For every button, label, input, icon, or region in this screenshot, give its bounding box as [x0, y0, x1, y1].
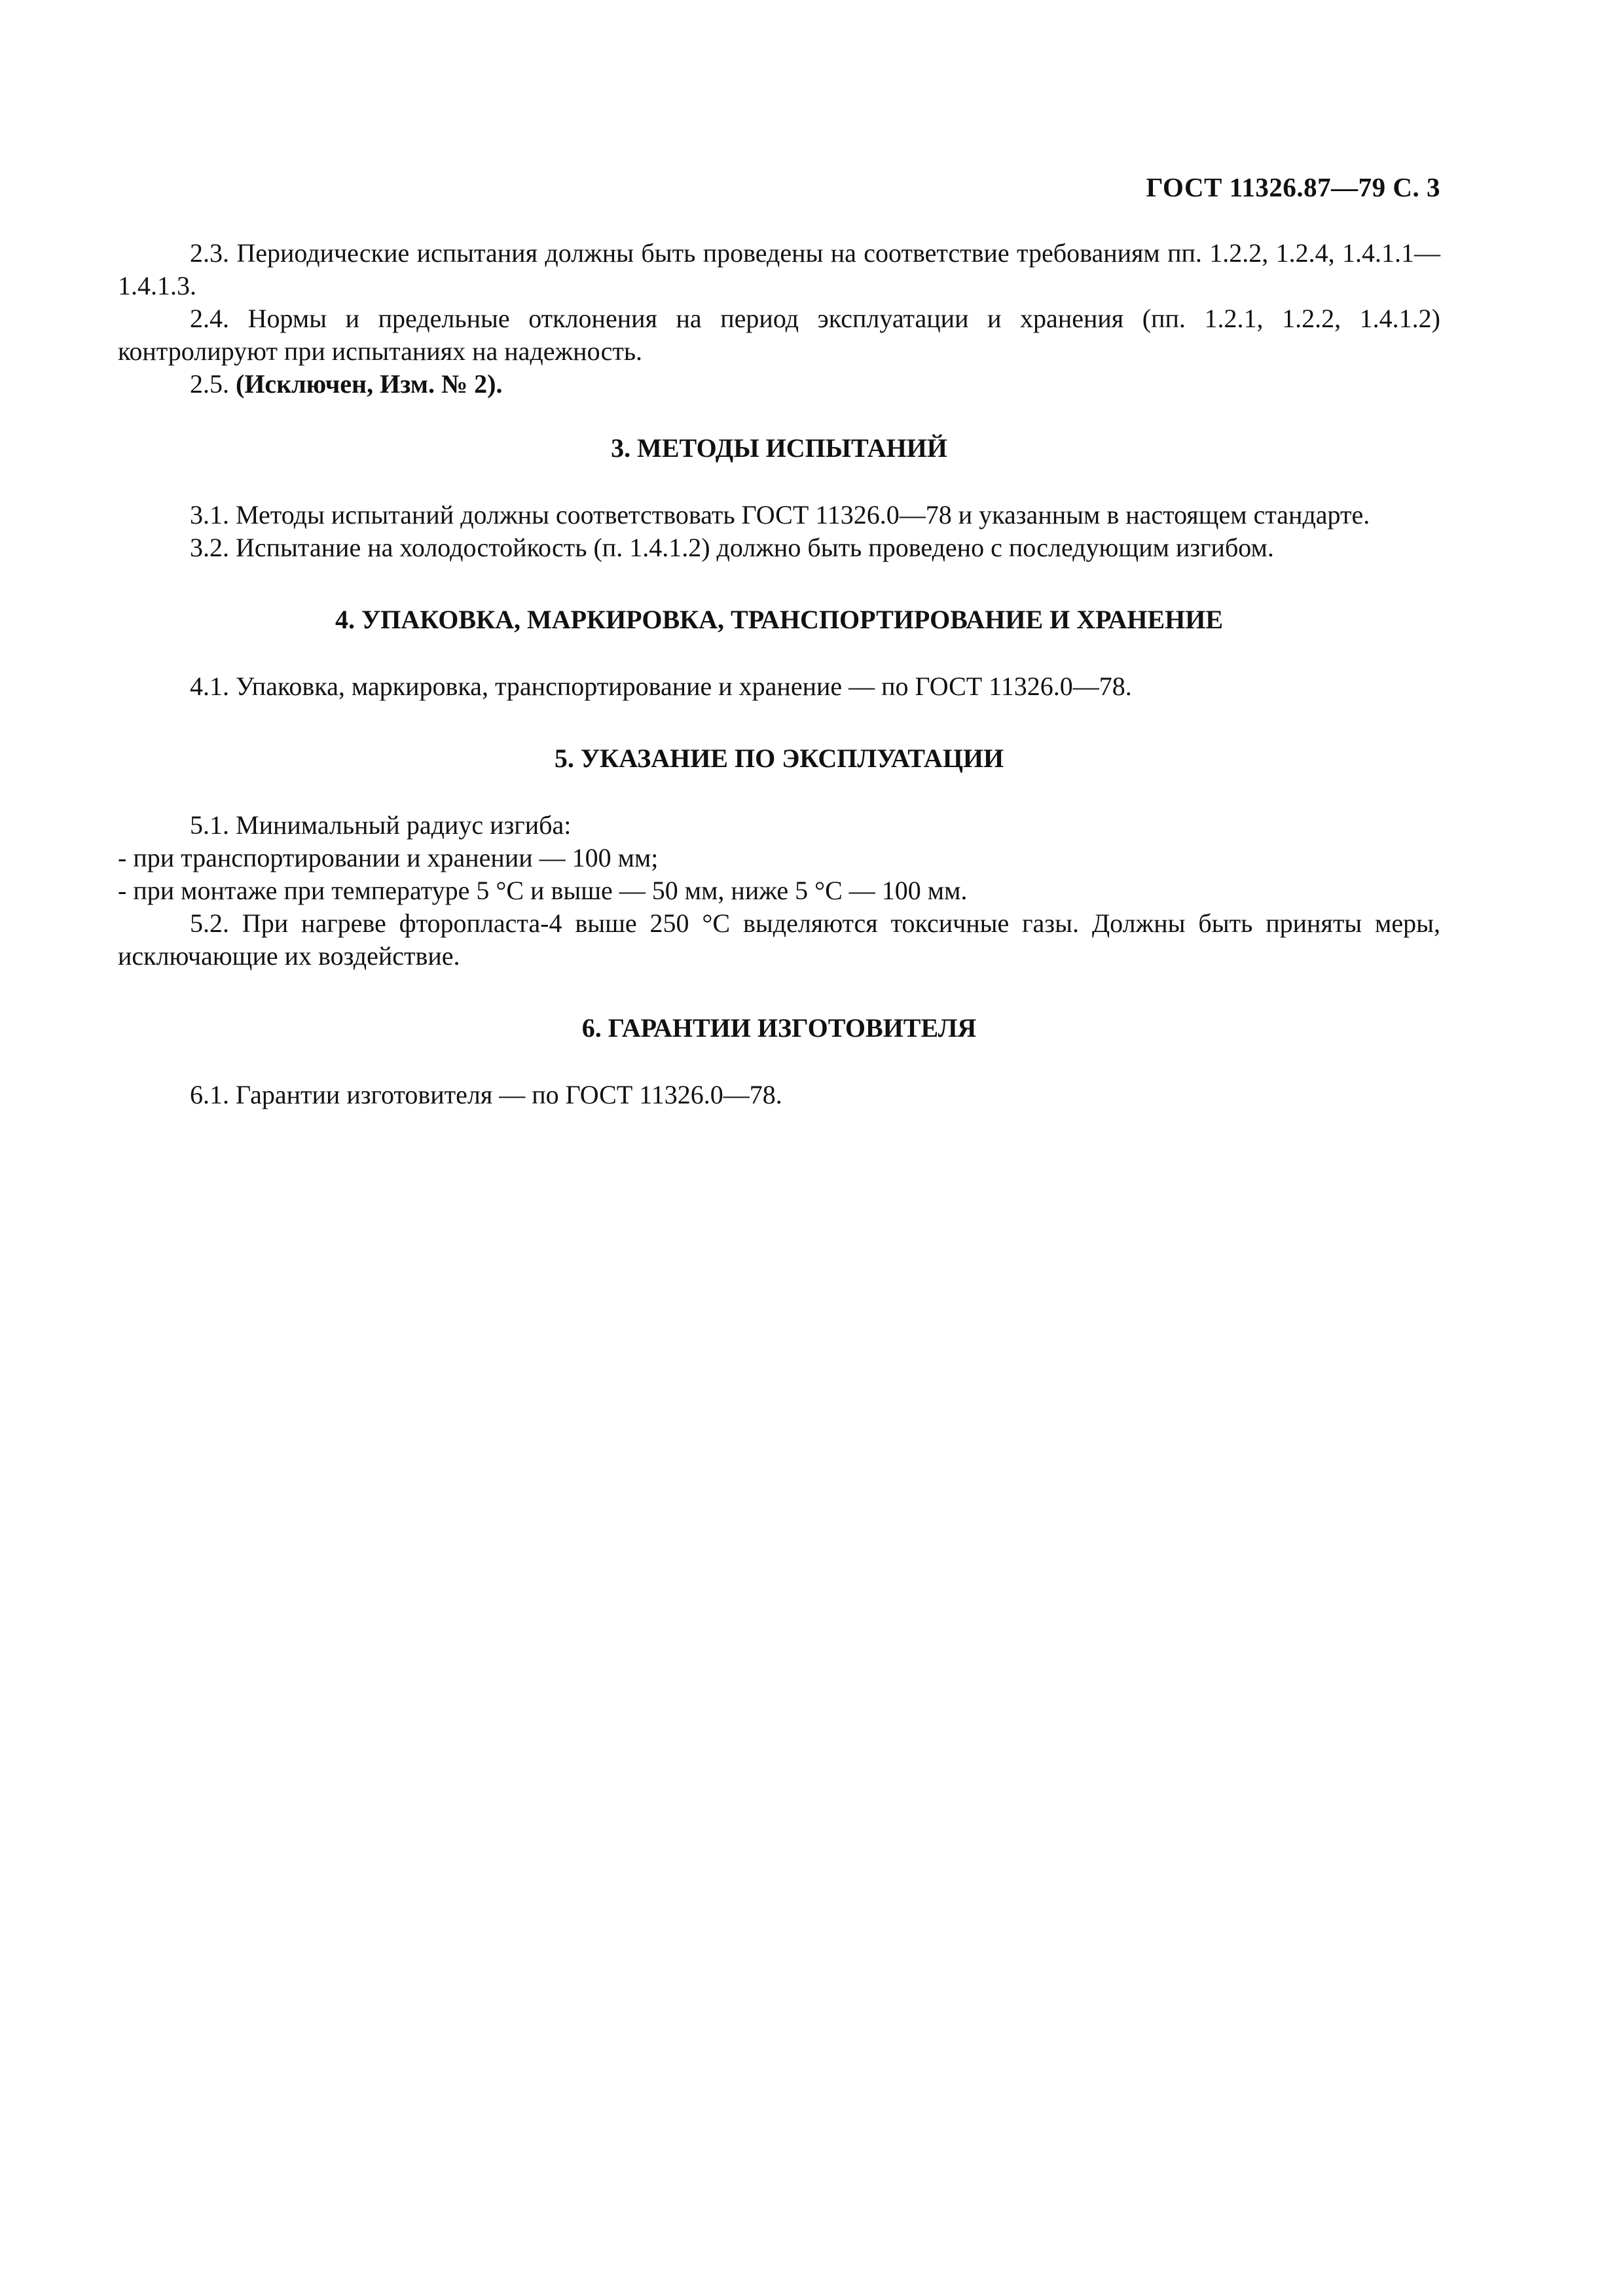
running-header: ГОСТ 11326.87—79 С. 3 — [1146, 172, 1440, 202]
list-item-transport: - при транспортировании и хранении — 100 мм; — [118, 843, 659, 872]
paragraph-2-5-text: (Исключен, Изм. № 2). — [236, 369, 503, 399]
section-heading-3: 3. МЕТОДЫ ИСПЫТАНИЙ — [611, 433, 947, 463]
document-page — [118, 0, 1440, 2296]
paragraph-2-5 — [118, 368, 1440, 401]
paragraph-5-1: 5.1. Минимальный радиус изгиба: — [190, 810, 572, 840]
section-heading-4: 4. УПАКОВКА, МАРКИРОВКА, ТРАНСПОРТИРОВАНИЕ И ХРАНЕНИЕ — [335, 605, 1224, 634]
paragraph-2-4: 2.4. Нормы и предельные отклонения на период эксплуатации и хранения (пп. 1.2.1, 1.2.2, 1.4.1.2) контролируют при испытаниях на надежность. — [118, 304, 1440, 366]
paragraph-3-1: 3.1. Методы испытаний должны соответствовать ГОСТ 11326.0—78 и указанным в настоящем стандарте. — [190, 500, 1370, 529]
section-heading-5: 5. УКАЗАНИЕ ПО ЭКСПЛУАТАЦИИ — [554, 744, 1004, 773]
section-heading-6: 6. ГАРАНТИИ ИЗГОТОВИТЕЛЯ — [581, 1013, 977, 1043]
paragraph-2-3: 2.3. Периодические испытания должны быть проведены на соответствие требованиям пп. 1.2.2, 1.2.4, 1.4.1.1—1.4.1.3. — [118, 238, 1440, 300]
paragraph-5-2: 5.2. При нагреве фторопласта-4 выше 250 °С выделяются токсичные газы. Должны быть приняты меры, исключающие их воздействие. — [118, 908, 1440, 971]
page-body — [118, 237, 1440, 1111]
list-item-mounting: - при монтаже при температуре 5 °С и выше — 50 мм, ниже 5 °С — 100 мм. — [118, 876, 968, 905]
paragraph-2-5-number: 2.5. — [190, 369, 229, 399]
paragraph-4-1: 4.1. Упаковка, маркировка, транспортирование и хранение — по ГОСТ 11326.0—78. — [190, 672, 1132, 701]
paragraph-6-1: 6.1. Гарантии изготовителя — по ГОСТ 11326.0—78. — [190, 1080, 782, 1109]
paragraph-3-2: 3.2. Испытание на холодостойкость (п. 1.4.1.2) должно быть проведено с последующим изгибом. — [190, 533, 1274, 562]
